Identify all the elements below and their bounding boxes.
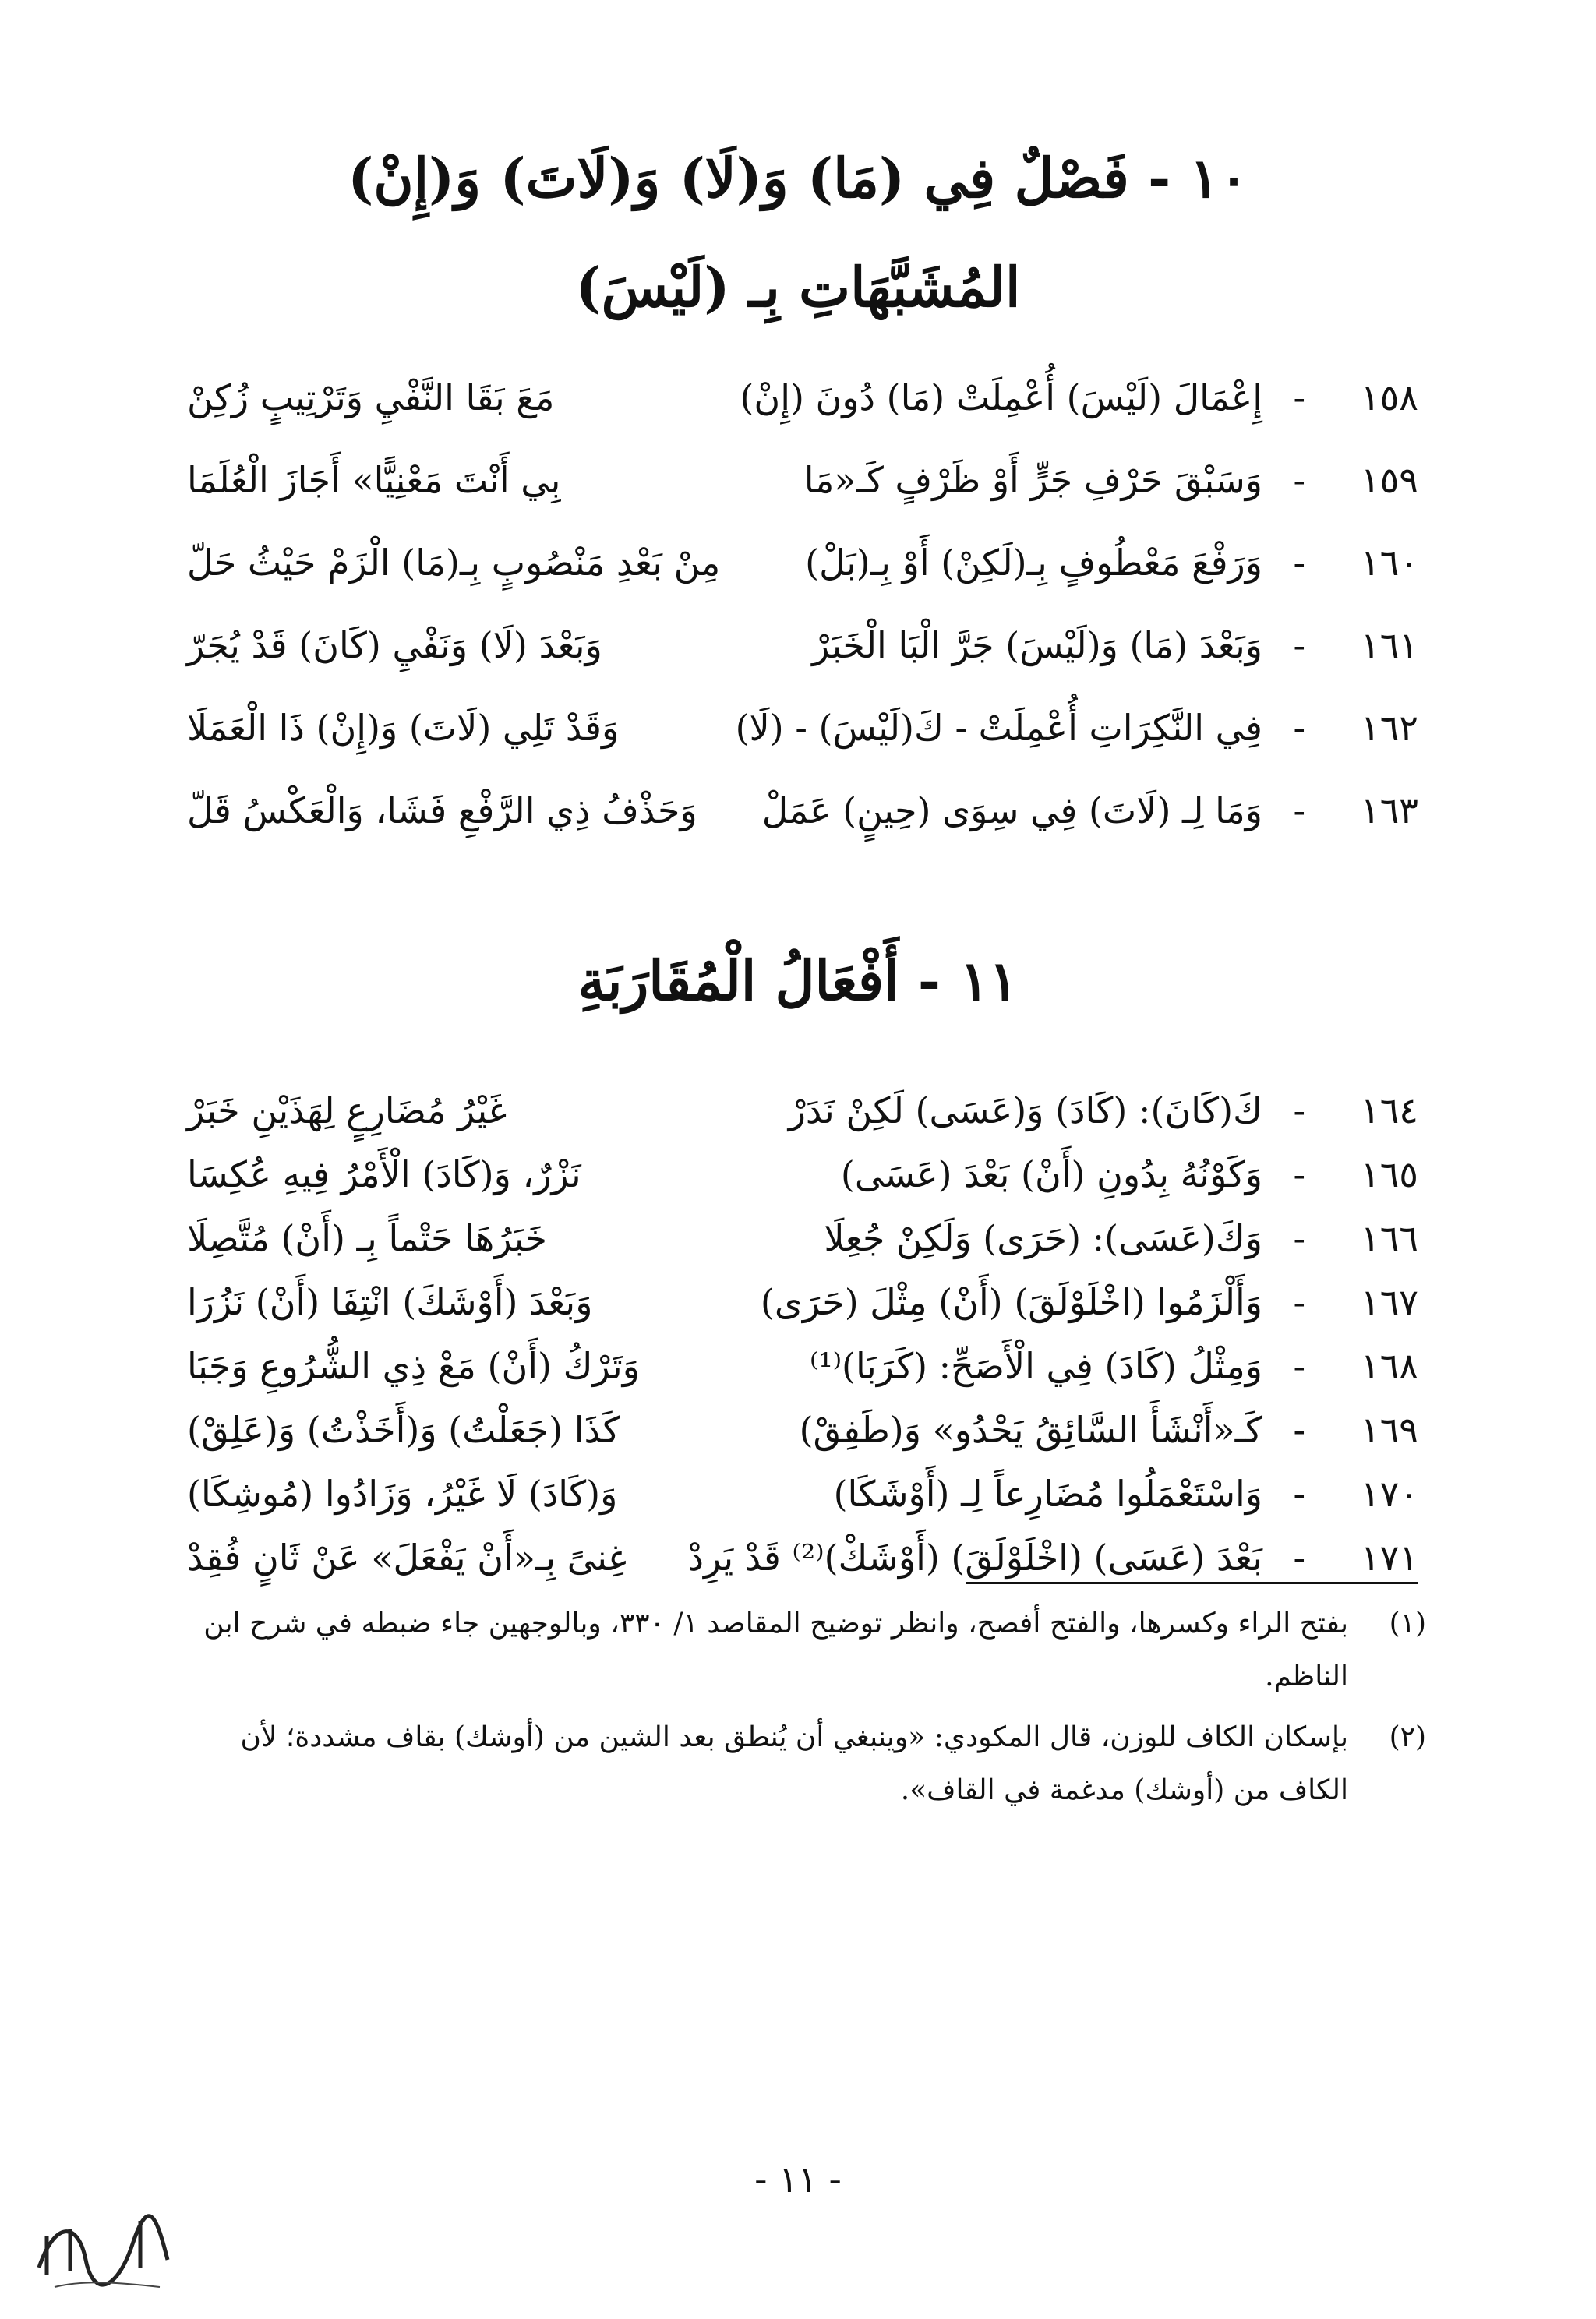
verse-171: ١٧١ - بَعْدَ (عَسَى) (اخْلَوْلَقَ) (أَوْشَكْ)⁽²⁾ قَدْ يَرِدْ غِنىً بِـ«أَنْ يَفْعَلَ» عَنْ ثَانٍ فُقِدْ [187,1523,1418,1593]
footnote-text: بفتح الراء وكسرها، والفتح أفصح، وانظر توضيح المقاصد ١/ ٣٣٠، وبالوجهين جاء ضبطه في شرح ابن الناظم. [203,1608,1348,1692]
page-number: - ١١ - [754,2158,842,2201]
verse-167: ١٦٧ - وَأَلْزَمُوا (اخْلَوْلَقَ) (أَنْ) مِثْلَ (حَرَى) وَبَعْدَ (أَوْشَكَ) انْتِفَا (أَنْ) نَزُرَا [187,1267,1418,1337]
first-hemistich: بَعْدَ (عَسَى) (اخْلَوْلَقَ) (أَوْشَكْ)⁽²⁾ قَدْ يَرِدْ [687,1537,1262,1579]
verse-number: ١٦٢ [1360,707,1418,749]
first-hemistich: وَاسْتَعْمَلُوا مُضَارِعاً لِـ (أَوْشَكَا) [833,1473,1262,1515]
verse-number: ١٦٤ [1360,1089,1418,1131]
second-hemistich: وَبَعْدَ (لَا) وَنَفْيِ (كَانَ) قَدْ يُجَرّ [187,624,602,666]
verse-number: ١٦٨ [1360,1345,1418,1387]
first-hemistich: وَرَفْعَ مَعْطُوفٍ بِـ(لَكِنْ) أَوْ بِـ(بَلْ) [805,542,1262,584]
verse-163: ١٦٣ - وَمَا لِـ (لَاتَ) فِي سِوَى (حِينٍ) عَمَلْ وَحَذْفُ ذِي الرَّفْعِ فَشَا، وَالْعَكْسُ قَلّ [187,775,1418,845]
footnote-text: بإسكان الكاف للوزن، قال المكودي: «وينبغي أن يُنطق بعد الشين من (أوشك) بقاف مشددة؛ لأن الكاف من (أوشك) مدغمة في القاف». [240,1721,1348,1806]
first-hemistich: وَبَعْدَ (مَا) وَ(لَيْسَ) جَرَّ الْبَا الْخَبَرْ [812,624,1262,666]
footnote-number: (١) [1389,1608,1426,1640]
section-10-subtitle: المُشَبَّهَاتِ بِـ (لَيْسَ) [575,255,1021,319]
verse-number: ١٦٦ [1360,1217,1418,1259]
second-hemistich: مِنْ بَعْدِ مَنْصُوبٍ بِـ(مَا) الْزَمْ حَيْثُ حَلّ [187,542,721,584]
verse-161: ١٦١ - وَبَعْدَ (مَا) وَ(لَيْسَ) جَرَّ الْبَا الْخَبَرْ وَبَعْدَ (لَا) وَنَفْيِ (كَانَ) قَدْ يُجَرّ [187,610,1418,680]
first-hemistich: كَ(كَانَ): (كَادَ) وَ(عَسَى) لَكِنْ نَدَرْ [788,1089,1262,1131]
footnotes [179,1597,1426,1825]
second-hemistich: وَتَرْكُ (أَنْ) مَعْ ذِي الشُّرُوعِ وَجَبَا [187,1345,640,1387]
second-hemistich: غَيْرُ مُضَارِعٍ لِهَذَيْنِ خَبَرْ [187,1089,507,1131]
second-hemistich: مَعَ بَقَا النَّفْيِ وَتَرْتِيبٍ زُكِنْ [187,376,555,418]
verse-number: ١٦٧ [1360,1281,1418,1323]
second-hemistich: وَ(كَادَ) لَا غَيْرُ، وَزَادُوا (مُوشِكَا) [187,1473,618,1515]
first-hemistich: كَـ«أَنْشَأَ السَّائِقُ يَحْدُو» وَ(طَفِقْ) [799,1409,1262,1451]
verse-169: ١٦٩ - كَـ«أَنْشَأَ السَّائِقُ يَحْدُو» وَ(طَفِقْ) كَذَا (جَعَلْتُ) وَ(أَخَذْتُ) وَ(عَلِقْ) [187,1395,1418,1465]
second-hemistich: نَزْرٌ، وَ(كَادَ) الْأَمْرُ فِيهِ عُكِسَا [187,1153,581,1195]
second-hemistich: خَبَرُهَا حَتْماً بِـ (أَنْ) مُتَّصِلَا [187,1217,547,1259]
verse-170: ١٧٠ - وَاسْتَعْمَلُوا مُضَارِعاً لِـ (أَوْشَكَا) وَ(كَادَ) لَا غَيْرُ، وَزَادُوا (مُوشِكَا) [187,1459,1418,1529]
first-hemistich: وَكَ(عَسَى): (حَرَى) وَلَكِنْ جُعِلَا [824,1217,1262,1259]
footnote-number: (٢) [1389,1721,1426,1753]
verse-166: ١٦٦ - وَكَ(عَسَى): (حَرَى) وَلَكِنْ جُعِلَا خَبَرُهَا حَتْماً بِـ (أَنْ) مُتَّصِلَا [187,1203,1418,1273]
second-hemistich: وَحَذْفُ ذِي الرَّفْعِ فَشَا، وَالْعَكْسُ قَلّ [187,789,697,831]
verse-number: ١٥٩ [1360,459,1418,501]
second-hemistich: وَبَعْدَ (أَوْشَكَ) انْتِفَا (أَنْ) نَزُرَا [187,1281,593,1323]
verse-168: ١٦٨ - وَمِثْلُ (كَادَ) فِي الْأَصَحِّ: (كَرَبَا)⁽¹⁾ وَتَرْكُ (أَنْ) مَعْ ذِي الشُّرُوعِ وَجَبَا [187,1331,1418,1401]
first-hemistich: إِعْمَالَ (لَيْسَ) أُعْمِلَتْ (مَا) دُونَ (إِنْ) [740,376,1262,418]
first-hemistich: فِي النَّكِرَاتِ أُعْمِلَتْ - كَ(لَيْسَ) - (لَا) [735,707,1262,749]
verse-number: ١٦٣ [1360,789,1418,831]
verse-number: ١٧١ [1360,1537,1418,1579]
second-hemistich: كَذَا (جَعَلْتُ) وَ(أَخَذْتُ) وَ(عَلِقْ) [187,1409,620,1451]
section-10-title: ١٠ - فَصْلٌ فِي (مَا) وَ(لَا) وَ(لَاتَ) وَ(إِنْ) [348,146,1248,210]
footnote-divider [966,1582,1418,1584]
verse-160: ١٦٠ - وَرَفْعَ مَعْطُوفٍ بِـ(لَكِنْ) أَوْ بِـ(بَلْ) مِنْ بَعْدِ مَنْصُوبٍ بِـ(مَا) الْزَمْ حَيْثُ حَلّ [187,528,1418,598]
verse-159: ١٥٩ - وَسَبْقَ حَرْفِ جَرٍّ أَوْ ظَرْفٍ كَـ«مَا بِي أَنْتَ مَعْنِيًّا» أَجَازَ الْعُلَمَا [187,445,1418,515]
verse-165: ١٦٥ - وَكَوْنُهُ بِدُونِ (أَنْ) بَعْدَ (عَسَى) نَزْرٌ، وَ(كَادَ) الْأَمْرُ فِيهِ عُكِسَا [187,1139,1418,1209]
first-hemistich: وَكَوْنُهُ بِدُونِ (أَنْ) بَعْدَ (عَسَى) [840,1153,1262,1195]
calligraphy-watermark-logo [23,2190,179,2299]
section-11-title: ١١ - أَفْعَالُ الْمُقَارَبَةِ [577,948,1019,1013]
first-hemistich: وَأَلْزَمُوا (اخْلَوْلَقَ) (أَنْ) مِثْلَ (حَرَى) [760,1281,1262,1323]
verse-number: ١٥٨ [1360,376,1418,418]
second-hemistich: بِي أَنْتَ مَعْنِيًّا» أَجَازَ الْعُلَمَا [187,459,561,501]
verse-158: ١٥٨ - إِعْمَالَ (لَيْسَ) أُعْمِلَتْ (مَا) دُونَ (إِنْ) مَعَ بَقَا النَّفْيِ وَتَرْتِيبٍ زُكِنْ [187,362,1418,432]
footnote-2 [179,1711,1426,1817]
verse-162: ١٦٢ - فِي النَّكِرَاتِ أُعْمِلَتْ - كَ(لَيْسَ) - (لَا) وَقَدْ تَلِي (لَاتَ) وَ(إِنْ) ذَا الْعَمَلَا [187,693,1418,763]
verse-number: ١٦٩ [1360,1409,1418,1451]
second-hemistich: غِنىً بِـ«أَنْ يَفْعَلَ» عَنْ ثَانٍ فُقِدْ [187,1537,627,1579]
verse-number: ١٧٠ [1360,1473,1418,1515]
second-hemistich: وَقَدْ تَلِي (لَاتَ) وَ(إِنْ) ذَا الْعَمَلَا [187,707,620,749]
verse-number: ١٦٠ [1360,542,1418,584]
verse-164: ١٦٤ - كَ(كَانَ): (كَادَ) وَ(عَسَى) لَكِنْ نَدَرْ غَيْرُ مُضَارِعٍ لِهَذَيْنِ خَبَرْ [187,1075,1418,1145]
verse-number: ١٦٥ [1360,1153,1418,1195]
first-hemistich: وَمِثْلُ (كَادَ) فِي الْأَصَحِّ: (كَرَبَا)⁽¹⁾ [809,1345,1262,1387]
verse-number: ١٦١ [1360,624,1418,666]
first-hemistich: وَمَا لِـ (لَاتَ) فِي سِوَى (حِينٍ) عَمَلْ [761,789,1262,831]
footnote-1 [179,1597,1426,1703]
first-hemistich: وَسَبْقَ حَرْفِ جَرٍّ أَوْ ظَرْفٍ كَـ«مَا [803,459,1262,501]
